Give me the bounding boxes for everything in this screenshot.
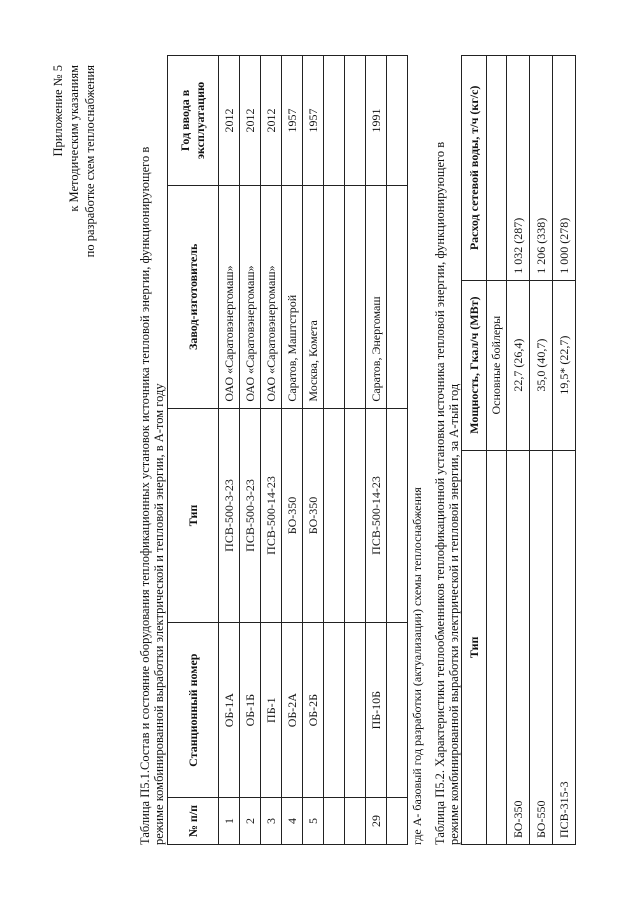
cell-manufacturer — [324, 185, 345, 408]
cell-manufacturer: Москва, Комета — [303, 185, 324, 408]
cell-type — [345, 408, 366, 623]
heat-exchangers-table-header — [462, 56, 487, 845]
cell-type: БО-350 — [303, 408, 324, 623]
table2-caption-line1: Таблица П5.2. Характеристики теплообменников теплофикационной установки источника тепловой энергии, функционирующего в — [433, 141, 447, 845]
cell-station-number: ОБ-2А — [282, 623, 303, 798]
table2-caption-line2: режиме комбинированной выработки электрической и тепловой энергии, за А-тый год — [447, 383, 461, 845]
cell-station-number: ОБ-1Б — [240, 623, 261, 798]
cell-type — [324, 408, 345, 623]
cell-station-number — [387, 623, 408, 798]
cell-type — [387, 408, 408, 623]
empty-cell — [487, 450, 507, 844]
cell-manufacturer — [387, 185, 408, 408]
cell-power: 22,7 (26,4) — [507, 280, 530, 450]
table-row — [261, 56, 282, 845]
appendix-number: Приложение № 5 — [51, 65, 65, 157]
cell-station-number: ПБ-1 — [261, 623, 282, 798]
cell-number: 1 — [219, 798, 240, 845]
table-row — [219, 56, 240, 845]
cell-type: ПСВ-500-14-23 — [366, 408, 387, 623]
cell-type: БО-350 — [507, 450, 530, 844]
cell-manufacturer: ОАО «Саратовэнергомаш» — [219, 185, 240, 408]
col-manufacturer: Завод-изготовитель — [168, 185, 219, 408]
cell-type: ПСВ-500-3-23 — [240, 408, 261, 623]
cell-year: 1957 — [282, 56, 303, 186]
cell-number: 4 — [282, 798, 303, 845]
cell-year — [387, 56, 408, 186]
cell-station-number: ПБ-10Б — [366, 623, 387, 798]
cell-year: 2012 — [219, 56, 240, 186]
cell-station-number — [324, 623, 345, 798]
table-row — [345, 56, 366, 845]
cell-station-number: ОБ-1А — [219, 623, 240, 798]
cell-year: 1957 — [303, 56, 324, 186]
table-row — [240, 56, 261, 845]
table-row — [387, 56, 408, 845]
cell-number: 3 — [261, 798, 282, 845]
cell-station-number: ОБ-2Б — [303, 623, 324, 798]
col-type: Тип — [462, 450, 487, 844]
equipment-table — [167, 55, 408, 845]
cell-type: БО-550 — [530, 450, 553, 844]
heat-exchangers-table — [461, 55, 576, 845]
cell-manufacturer — [345, 185, 366, 408]
table-row — [530, 56, 553, 845]
col-commission-year: Год ввода в эксплуатацию — [168, 56, 219, 186]
cell-year: 1991 — [366, 56, 387, 186]
empty-cell — [487, 56, 507, 281]
cell-number — [387, 798, 408, 845]
table-row — [324, 56, 345, 845]
col-power: Мощность, Гкал/ч (МВт) — [462, 280, 487, 450]
cell-type: ПСВ-500-3-23 — [219, 408, 240, 623]
table-row — [366, 56, 387, 845]
cell-manufacturer: Саратов, Маштстрой — [282, 185, 303, 408]
cell-number: 29 — [366, 798, 387, 845]
equipment-table-header — [168, 56, 219, 845]
table-row — [282, 56, 303, 845]
table-row — [303, 56, 324, 845]
table1-note: где А- базовый год разработки (актуализации) схемы теплоснабжения — [410, 487, 424, 845]
col-number: № п/п — [168, 798, 219, 845]
cell-power: 35,0 (40,7) — [530, 280, 553, 450]
table-row — [507, 56, 530, 845]
appendix-subject: по разработке схем теплоснабжения — [83, 65, 97, 258]
table-row — [553, 56, 576, 845]
cell-year — [324, 56, 345, 186]
cell-number — [324, 798, 345, 845]
group-label: Основные бойлеры — [487, 280, 507, 450]
group-row — [487, 56, 507, 845]
table1-caption — [138, 147, 166, 845]
cell-manufacturer: Саратов, Энергомаш — [366, 185, 387, 408]
cell-year: 2012 — [240, 56, 261, 186]
cell-type: БО-350 — [282, 408, 303, 623]
cell-water-flow: 1 032 (287) — [507, 56, 530, 281]
cell-water-flow: 1 000 (278) — [553, 56, 576, 281]
cell-water-flow: 1 206 (338) — [530, 56, 553, 281]
table1-caption-line1: Таблица П5.1.Состав и состояние оборудования теплофикационных установок источника тепловой энергии, функционирующего в — [138, 146, 152, 845]
col-type: Тип — [168, 408, 219, 623]
cell-manufacturer: ОАО «Саратовэнергомаш» — [240, 185, 261, 408]
cell-number: 5 — [303, 798, 324, 845]
cell-number: 2 — [240, 798, 261, 845]
appendix-header — [50, 65, 98, 345]
cell-power: 19,5* (22,7) — [553, 280, 576, 450]
cell-number — [345, 798, 366, 845]
cell-year — [345, 56, 366, 186]
cell-manufacturer: ОАО «Саратовэнергомаш» — [261, 185, 282, 408]
table2-caption — [433, 142, 461, 845]
cell-type: ПСВ-315-3 — [553, 450, 576, 844]
cell-year: 2012 — [261, 56, 282, 186]
col-water-flow: Расход сетевой воды, т/ч (кг/с) — [462, 56, 487, 281]
col-station-number: Станционный номер — [168, 623, 219, 798]
cell-type: ПСВ-500-14-23 — [261, 408, 282, 623]
cell-station-number — [345, 623, 366, 798]
appendix-ref: к Методическим указаниям — [67, 65, 81, 212]
table1-caption-line2: режиме комбинированной выработки электрической и тепловой энергии, в А-том году — [152, 383, 166, 845]
